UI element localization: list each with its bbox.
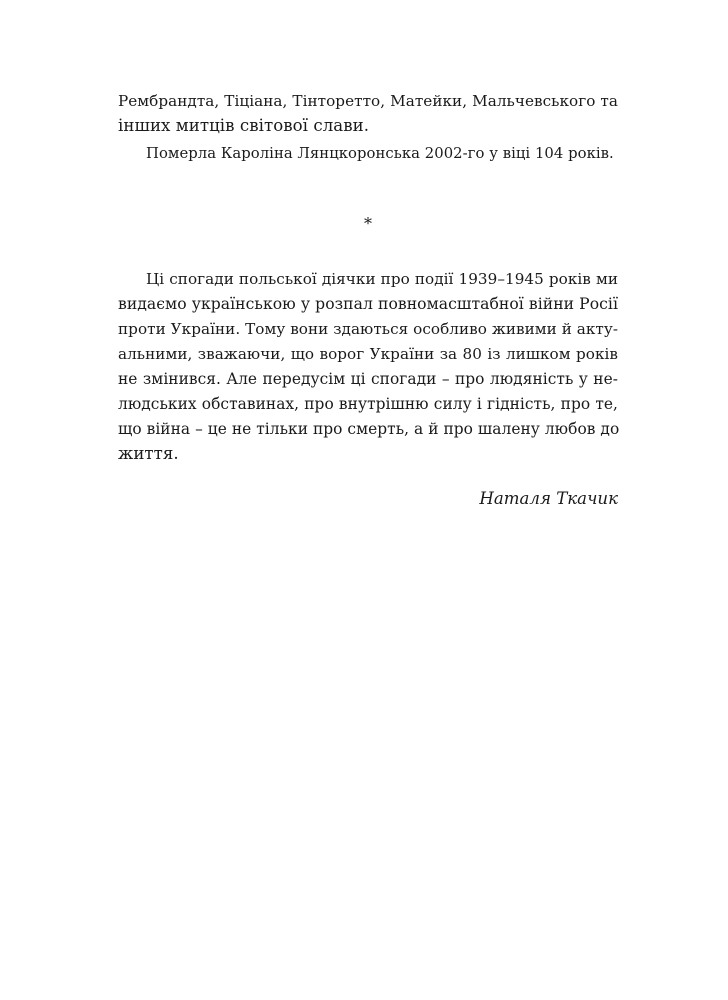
paragraph-line-5: не змінився. Але передусім ці спогади – про людяність у не- (118, 370, 618, 388)
intro-line-3: Померла Кароліна Лянцкоронська 2002-го у віці 104 років. (146, 145, 614, 162)
author-signature: Наталя Ткачик (479, 489, 618, 508)
paragraph-line-1: Ці спогади польської діячки про події 1939–1945 років ми (146, 270, 618, 288)
paragraph-line-3: проти України. Тому вони здаються особливо живими й акту- (118, 320, 619, 338)
paragraph-line-8: життя. (118, 444, 179, 463)
paragraph-line-7: що війна – це не тільки про смерть, а й про шалену любов до (118, 420, 620, 438)
intro-line-2: інших митців світової слави. (118, 116, 370, 135)
section-separator: * (364, 214, 372, 233)
paragraph-line-6: людських обставинах, про внутрішню силу і гідність, про те, (118, 395, 618, 413)
page-body (118, 0, 618, 1000)
intro-line-1: Рембрандта, Тіціана, Тінторетто, Матейки, Мальчевського та (118, 92, 618, 110)
paragraph-line-4: альними, зважаючи, що ворог України за 80 із лишком років (118, 345, 618, 363)
paragraph-line-2: видаємо українською у розпал повномасштабної війни Росії (118, 295, 618, 313)
